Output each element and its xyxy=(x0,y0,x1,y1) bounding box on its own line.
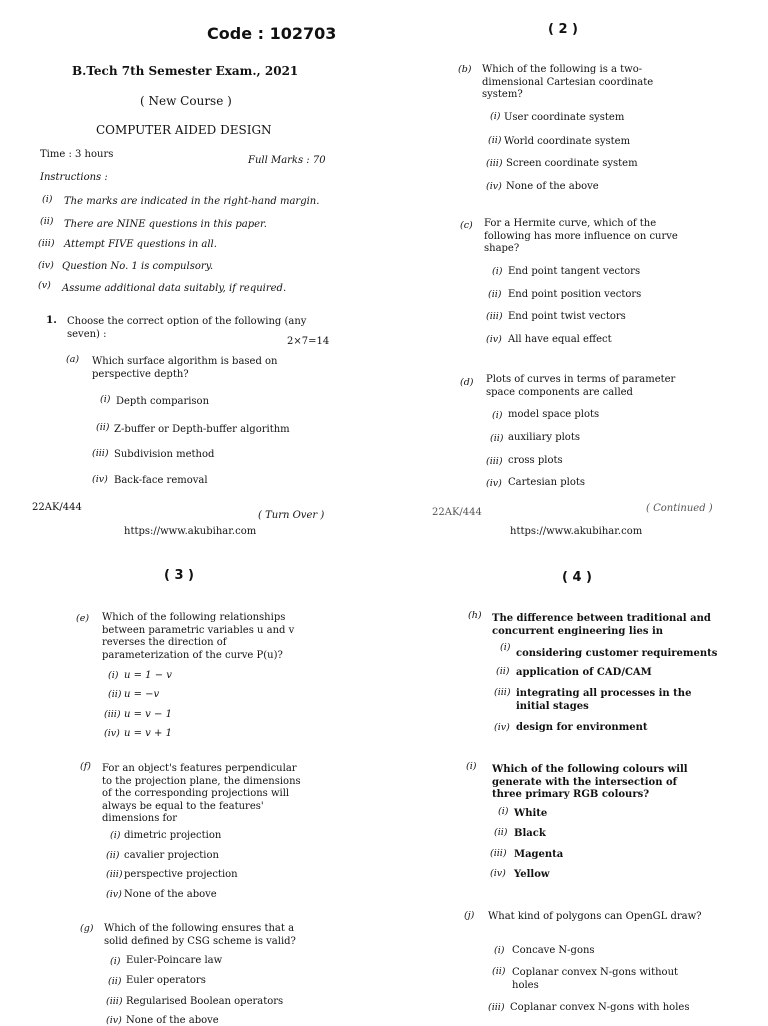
option-number: (iii) xyxy=(106,869,123,880)
option-number: (ii) xyxy=(106,850,120,861)
option-number: (iv) xyxy=(92,474,108,485)
question-text: The difference between traditional and concurrent engineering lies in xyxy=(492,613,711,637)
footer-continued: ( Continued ) xyxy=(646,503,713,514)
option-text: considering customer requirements xyxy=(516,648,718,659)
option-text: auxiliary plots xyxy=(508,432,580,443)
option-number: (i) xyxy=(108,670,119,681)
page-number: ( 2 ) xyxy=(548,22,578,37)
option-text: None of the above xyxy=(506,181,599,192)
option-text: u = v − 1 xyxy=(124,709,172,720)
question-label: (e) xyxy=(76,613,90,624)
option-text: None of the above xyxy=(126,1015,219,1026)
option-number: (iv) xyxy=(486,334,502,345)
option-text: Regularised Boolean operators xyxy=(126,996,284,1007)
exam-time: Time : 3 hours xyxy=(40,149,114,160)
question-text: For an object's features perpendicular to the projection plane, the dimensions of the corresponding projections will always be equal to the features' dimensions for xyxy=(102,763,301,824)
option-number: (iv) xyxy=(106,1015,122,1026)
instruction-text: Question No. 1 is compulsory. xyxy=(62,261,214,272)
question-text: For a Hermite curve, which of the following has more influence on curve shape? xyxy=(484,218,678,254)
option-number: (ii) xyxy=(108,976,122,987)
option-number: (i) xyxy=(100,394,111,405)
full-marks: Full Marks : 70 xyxy=(248,155,326,166)
question-label: (d) xyxy=(460,377,474,388)
footer-code: 22AK/444 xyxy=(432,507,482,518)
option-text: World coordinate system xyxy=(504,136,631,147)
option-text: model space plots xyxy=(508,409,600,420)
option-number: (i) xyxy=(490,111,501,122)
option-number: (i) xyxy=(492,410,503,421)
question-label: (i) xyxy=(466,761,477,772)
option-text: Subdivision method xyxy=(114,449,215,460)
instruction-number: (iv) xyxy=(38,260,54,271)
question-label: (j) xyxy=(464,910,475,921)
option-text: u = −v xyxy=(124,689,160,700)
option-text: Yellow xyxy=(514,869,550,880)
instruction-number: (v) xyxy=(38,280,51,291)
option-number: (iv) xyxy=(486,478,502,489)
question-label: (h) xyxy=(468,610,482,621)
question-text: Plots of curves in terms of parameter space components are called xyxy=(486,374,676,398)
option-number: (iii) xyxy=(490,848,507,859)
page-number: ( 3 ) xyxy=(164,568,194,583)
page2-footer-url[interactable]: https://www.akubihar.com xyxy=(510,526,643,537)
option-number: (iv) xyxy=(490,868,506,879)
option-number: (iv) xyxy=(104,728,120,739)
question-text: Which of the following is a two-dimensional Cartesian coordinate system? xyxy=(482,64,654,100)
option-text: None of the above xyxy=(124,889,217,900)
question-label: (b) xyxy=(458,64,472,75)
exam-page-4 xyxy=(384,512,768,1024)
option-text: User coordinate system xyxy=(504,112,625,123)
question-text: Which of the following colours will generate with the intersection of three primary RGB colours? xyxy=(492,764,688,800)
option-text: End point twist vectors xyxy=(508,311,626,322)
option-number: (ii) xyxy=(488,135,502,146)
option-text: application of CAD/CAM xyxy=(516,667,652,678)
question-number: 1. xyxy=(46,314,57,326)
option-text: dimetric projection xyxy=(124,830,222,841)
option-number: (iv) xyxy=(106,889,122,900)
option-number: (iii) xyxy=(488,1002,505,1013)
option-text: Euler operators xyxy=(126,975,206,986)
option-number: (iii) xyxy=(486,311,503,322)
option-text: Magenta xyxy=(514,849,564,860)
option-text: Z-buffer or Depth-buffer algorithm xyxy=(114,424,290,435)
option-text: u = v + 1 xyxy=(124,728,172,739)
exam-page-1 xyxy=(0,0,384,521)
option-number: (ii) xyxy=(490,433,504,444)
option-text: White xyxy=(514,808,548,819)
instruction-number: (i) xyxy=(42,194,53,205)
option-number: (iii) xyxy=(486,456,503,467)
option-text: u = 1 − v xyxy=(124,670,172,681)
instruction-number: (ii) xyxy=(40,216,54,227)
question-label: (f) xyxy=(80,761,91,772)
question-label: (c) xyxy=(460,220,473,231)
exam-page-3 xyxy=(0,512,384,1024)
instruction-number: (iii) xyxy=(38,238,55,249)
option-number: (iii) xyxy=(486,158,503,169)
option-text: Cartesian plots xyxy=(508,477,586,488)
question-text: Which of the following ensures that a solid defined by CSG scheme is valid? xyxy=(104,923,296,947)
instructions-label: Instructions : xyxy=(40,172,108,183)
option-number: (iii) xyxy=(106,996,123,1007)
option-text: design for environment xyxy=(516,722,648,733)
page1-footer-url[interactable]: https://www.akubihar.com xyxy=(124,526,257,537)
option-text: Coplanar convex N-gons with holes xyxy=(510,1002,690,1013)
option-number: (ii) xyxy=(494,827,508,838)
option-number: (i) xyxy=(500,642,511,653)
option-number: (ii) xyxy=(496,666,510,677)
option-text: Euler-Poincare law xyxy=(126,955,223,966)
option-text: Coplanar convex N-gons without holes xyxy=(512,967,679,991)
option-text: Concave N-gons xyxy=(512,945,595,956)
instruction-text: The marks are indicated in the right-hand margin. xyxy=(64,196,320,207)
option-number: (i) xyxy=(498,806,509,817)
exam-title: B.Tech 7th Semester Exam., 2021 xyxy=(72,64,299,78)
option-number: (iv) xyxy=(494,722,510,733)
question-marks: 2×7=14 xyxy=(287,336,330,347)
option-number: (i) xyxy=(494,945,505,956)
subject-title: COMPUTER AIDED DESIGN xyxy=(96,123,272,137)
course-type: ( New Course ) xyxy=(140,94,232,108)
question-text: Which surface algorithm is based on perspective depth? xyxy=(92,356,278,380)
option-text: cross plots xyxy=(508,455,563,466)
option-text: Screen coordinate system xyxy=(506,158,638,169)
option-number: (ii) xyxy=(96,422,110,433)
option-number: (i) xyxy=(492,266,503,277)
option-text: cavalier projection xyxy=(124,850,219,861)
footer-turn-over: ( Turn Over ) xyxy=(258,510,325,521)
question-label: (a) xyxy=(66,354,80,365)
option-number: (i) xyxy=(110,956,121,967)
question-text: Choose the correct option of the following (any seven) : xyxy=(67,316,307,340)
option-text: End point tangent vectors xyxy=(508,266,641,277)
option-number: (iii) xyxy=(104,709,121,720)
option-number: (iii) xyxy=(92,448,109,459)
option-number: (ii) xyxy=(108,689,122,700)
instruction-text: There are NINE questions in this paper. xyxy=(64,219,267,230)
question-text: What kind of polygons can OpenGL draw? xyxy=(488,911,702,922)
question-label: (g) xyxy=(80,923,94,934)
option-text: End point position vectors xyxy=(508,289,642,300)
footer-code: 22AK/444 xyxy=(32,502,82,513)
paper-code: Code : 102703 xyxy=(207,24,337,43)
instruction-text: Attempt FIVE questions in all. xyxy=(64,239,217,250)
option-number: (iii) xyxy=(494,687,511,698)
option-text: Back-face removal xyxy=(114,475,208,486)
option-text: Depth comparison xyxy=(116,396,210,407)
option-text: All have equal effect xyxy=(508,334,612,345)
option-text: integrating all processes in the initial stages xyxy=(516,688,692,712)
option-number: (i) xyxy=(110,830,121,841)
option-text: Black xyxy=(514,828,546,839)
option-text: perspective projection xyxy=(124,869,238,880)
option-number: (ii) xyxy=(488,289,502,300)
option-number: (ii) xyxy=(492,966,506,977)
page-number: ( 4 ) xyxy=(562,570,592,585)
option-number: (iv) xyxy=(486,181,502,192)
question-text: Which of the following relationships between parametric variables u and v reverses the direction of parameterization of the curve P(u)? xyxy=(102,612,295,661)
exam-page-2 xyxy=(384,0,768,518)
instruction-text: Assume additional data suitably, if required. xyxy=(62,283,287,294)
